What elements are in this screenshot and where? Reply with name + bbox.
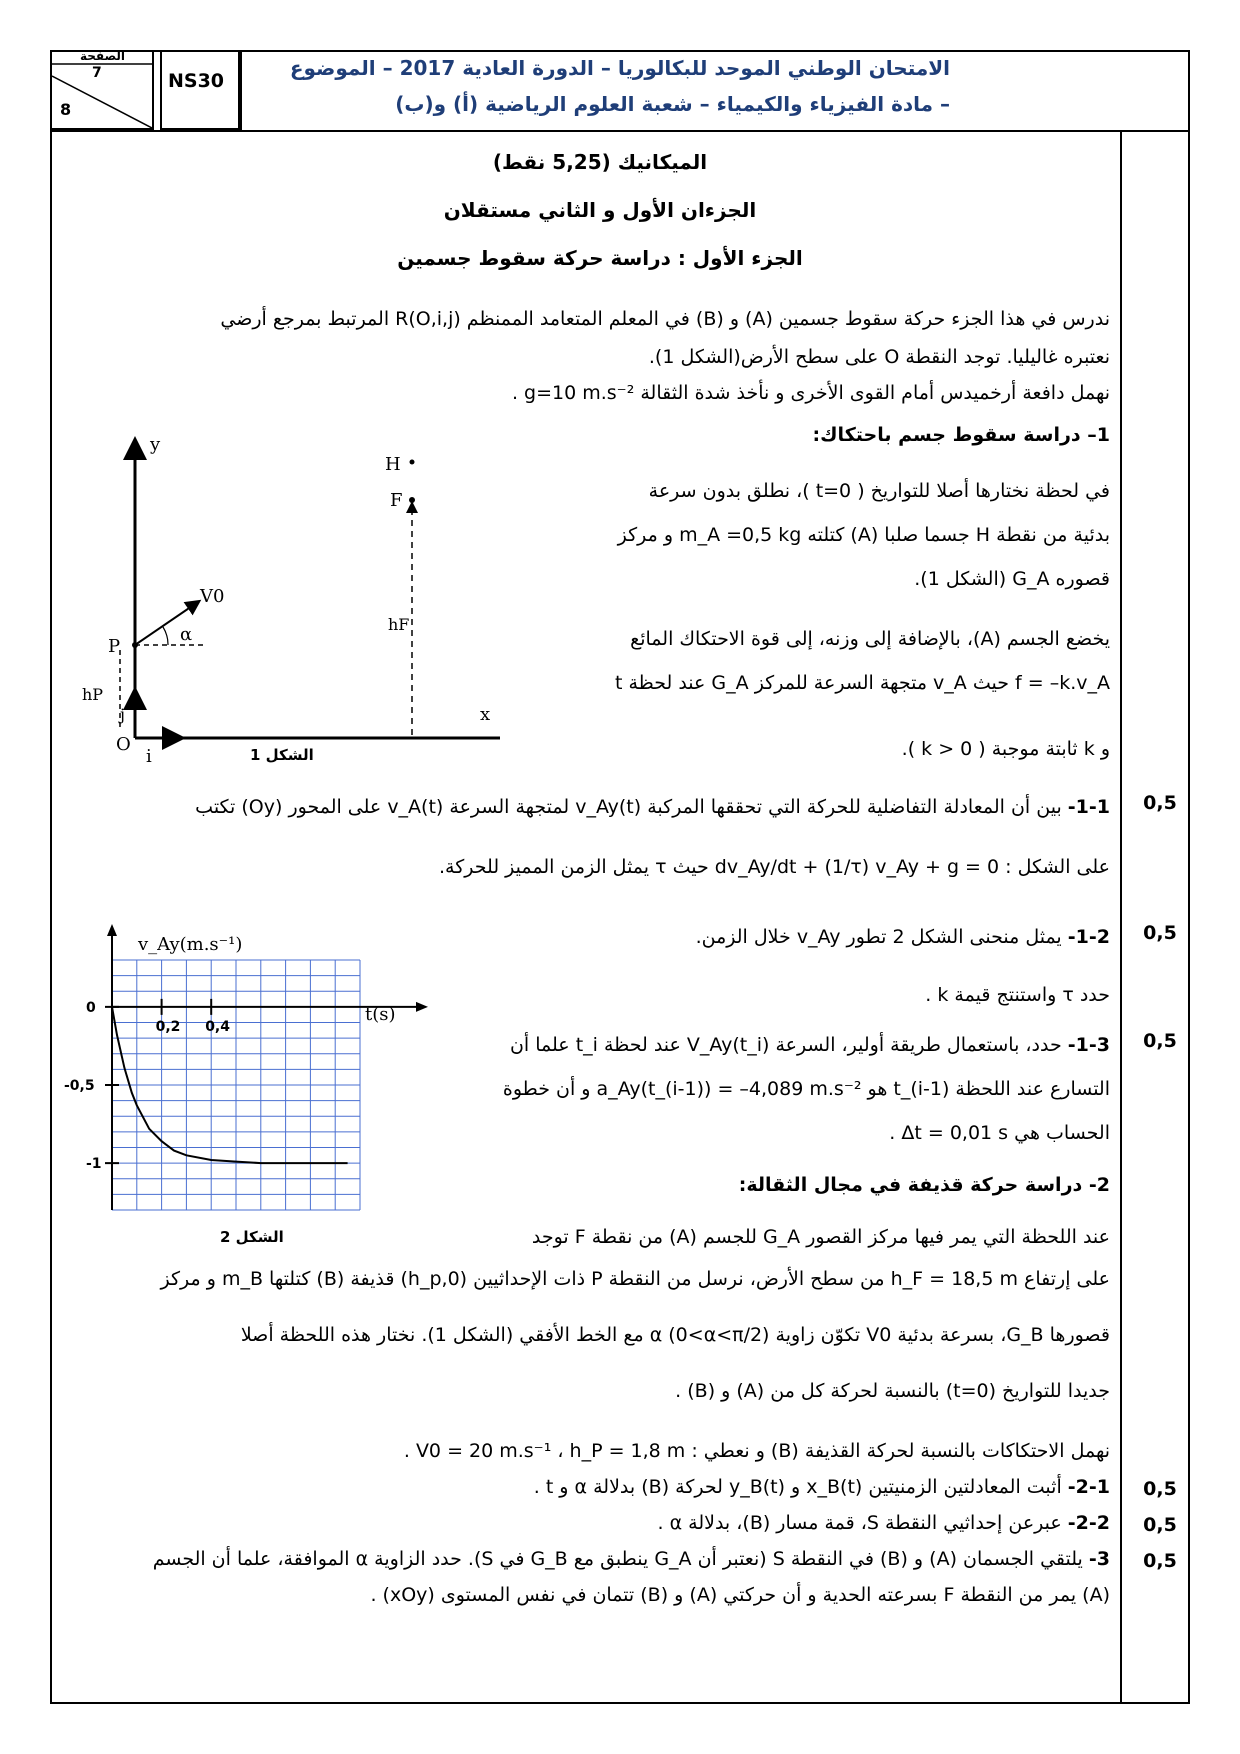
header-divider [50, 130, 1190, 132]
s1-line-3: قصوره G_A (الشكل 1). [914, 568, 1110, 590]
chart-x-arrow [416, 1002, 428, 1012]
part1-title: الجزء الأول : دراسة حركة سقوط جسمين [397, 246, 803, 270]
s1-line-5: f = –k.v_A حيث v_A متجهة السرعة للمركز G_A عند لحظة t [614, 672, 1110, 694]
header-line-2: – مادة الفيزياء والكيمياء – شعبة العلوم الرياضية (أ) و(ب) [395, 92, 950, 116]
s2-line-1: عند اللحظة التي يمر فيها مركز القصور G_A للجسم (A) من نقطة F توجد [531, 1226, 1110, 1248]
q22-line: عبرعن إحداثيي النقطة S، قمة مسار (B)، بدلالة α . [657, 1512, 1062, 1534]
q3-text [60, 1544, 1110, 1574]
header-divider-v [240, 50, 242, 130]
q12-line-1: يمثل منحنى الشكل 2 تطور v_Ay خلال الزمن. [695, 926, 1062, 948]
page-number: 7 [92, 65, 102, 81]
q3-line-1: يلتقي الجسمان (A) و (B) في النقطة S (نعتبر أن G_A ينطبق مع G_B في S). حدد الزاوية α الموافقة، علما أن الجسم [152, 1548, 1083, 1570]
q12-score: 0,5 [1143, 922, 1177, 944]
chart-y-label: v_Ay(m.s⁻¹) [138, 934, 243, 955]
q3-score: 0,5 [1143, 1550, 1177, 1572]
q22-number: 2-2- [1067, 1512, 1110, 1534]
point-H [410, 460, 415, 465]
H-label: H [385, 454, 401, 475]
q11-score: 0,5 [1143, 792, 1177, 814]
origin-label: O [116, 734, 131, 755]
s2-line-4: جديدا للتواريخ (t=0) بالنسبة لحركة كل من (A) و (B) . [675, 1380, 1110, 1402]
q13-line-1: حدد، باستعمال طريقة أولير، السرعة V_Ay(t_i) عند لحظة t_i علما أن [509, 1034, 1062, 1056]
figure-2-chart [60, 920, 440, 1250]
q13-score: 0,5 [1143, 1030, 1177, 1052]
s1-line-1: في لحظة نختارها أصلا للتواريخ ( t=0 )، نطلق بدون سرعة [648, 480, 1110, 502]
q22-text [60, 1508, 1110, 1538]
q11-line-1: بين أن المعادلة التفاضلية للحركة التي تحققها المركبة v_Ay(t) لمتجهة السرعة v_A(t) على المحور (Oy) تكتب [195, 796, 1062, 818]
q13-line-2: التسارع عند اللحظة t_(i-1) هو a_Ay(t_(i-1)) = –4,089 m.s⁻² و أن خطوة [502, 1078, 1110, 1100]
alpha-arc [163, 627, 168, 645]
x-tick-label: 0,2 [155, 1018, 181, 1035]
chart-y-arrow [107, 924, 117, 936]
q3-line-2: (A) يمر من النقطة F بسرعته الحدية و أن حركتي (A) و (B) تتمان في نفس المستوى (xOy) . [370, 1584, 1110, 1606]
exam-code: NS30 [168, 70, 225, 92]
chart-x-label: t(s) [365, 1004, 396, 1025]
v0-label: V0 [200, 586, 225, 607]
q3-number: 3- [1088, 1548, 1110, 1570]
q13-line-3: الحساب هي Δt = 0,01 s . [889, 1122, 1110, 1144]
q12-number: 1-2- [1067, 926, 1110, 948]
page-word: الصفحة [80, 49, 126, 63]
y-tick-label: -1 [86, 1156, 102, 1173]
y-axis-label: y [150, 434, 161, 455]
section-title: الميكانيك (5,25 نقط) [492, 150, 708, 174]
i-label: i [146, 746, 152, 767]
q13-text [440, 1030, 1110, 1060]
figure-1-caption: الشكل 1 [250, 746, 314, 764]
q13-number: 1-3- [1067, 1034, 1110, 1056]
chart-grid [107, 924, 428, 1210]
code-box [160, 50, 240, 130]
hp-label: hP [82, 685, 104, 704]
figure-1 [80, 430, 510, 770]
s2-line-3: قصورها G_B، بسرعة بدئية V0 تكوّن زاوية α (0<α<π/2) مع الخط الأفقي (الشكل 1). نختار هذه اللحظة أصلا [240, 1324, 1110, 1346]
q11-number: 1-1- [1067, 796, 1110, 818]
P-label: P [108, 636, 121, 657]
s1-line-4: يخضع الجسم (A)، بالإضافة إلى وزنه، إلى قوة الاحتكاك المائع [630, 628, 1110, 650]
point-F [409, 497, 415, 503]
F-label: F [390, 490, 403, 511]
q12-line-2: حدد τ واستنتج قيمة k . [925, 984, 1110, 1006]
score-column-divider [1120, 130, 1122, 1704]
hF-label: hF [388, 615, 410, 634]
q11-line-2: على الشكل : dv_Ay/dt + (1/τ) v_Ay + g = 0 حيث τ يمثل الزمن المميز للحركة. [439, 856, 1110, 878]
s2-title: 2- دراسة حركة قذيفة في مجال الثقالة: [738, 1174, 1110, 1196]
figure-2-caption: الشكل 2 [220, 1228, 284, 1246]
q21-line: أثبت المعادلتين الزمنيتين x_B(t) و y_B(t) لحركة (B) بدلالة α و t . [533, 1476, 1062, 1498]
s2-line-2: على إرتفاع h_F = 18,5 m من سطح الأرض، نرسل من النقطة P ذات الإحداثيين (0,h_p) قذيفة (B) كتلتها m_B و مركز [160, 1268, 1110, 1290]
page-number-box [50, 50, 154, 130]
j-label: j [120, 705, 125, 724]
intro-line-3: نهمل دافعة أرخميدس أمام القوى الأخرى و نأخذ شدة الثقالة g=10 m.s⁻² . [511, 382, 1110, 404]
page-total: 8 [60, 100, 72, 119]
s1-line-6: و k ثابتة موجبة ( k > 0 ). [901, 738, 1110, 760]
y-tick-label: 0 [86, 999, 96, 1016]
q22-score: 0,5 [1143, 1514, 1177, 1536]
x-axis-label: x [480, 704, 491, 725]
s2-line-5: نهمل الاحتكاكات بالنسبة لحركة القذيفة (B) و نعطي : V0 = 20 m.s⁻¹ ، h_P = 1,8 m . [403, 1440, 1110, 1462]
q21-number: 2-1- [1067, 1476, 1110, 1498]
x-tick-label: 0,4 [205, 1018, 231, 1035]
q21-text [60, 1472, 1110, 1502]
q12-text [500, 922, 1110, 952]
alpha-label: α [180, 624, 193, 645]
header-line-1: الامتحان الوطني الموحد للبكالوريا – الدورة العادية 2017 – الموضوع [289, 56, 950, 80]
intro-line-2: نعتبره غاليليا. توجد النقطة O على سطح الأرض(الشكل 1). [648, 346, 1110, 368]
q11-text [60, 792, 1110, 822]
s1-title: 1– دراسة سقوط جسم باحتكاك: [812, 424, 1110, 446]
q21-score: 0,5 [1143, 1478, 1177, 1500]
y-tick-label: -0,5 [64, 1078, 95, 1094]
independent-parts-title: الجزءان الأول و الثاني مستقلان [443, 198, 757, 222]
s1-line-2: بدئية من نقطة H جسما صلبا (A) كتلته m_A =0,5 kg و مركز [617, 524, 1110, 546]
intro-line-1: ندرس في هذا الجزء حركة سقوط جسمين (A) و (B) في المعلم المتعامد الممنظم R(O,i,j) المرتبط بمرجع أرضي [220, 308, 1110, 330]
